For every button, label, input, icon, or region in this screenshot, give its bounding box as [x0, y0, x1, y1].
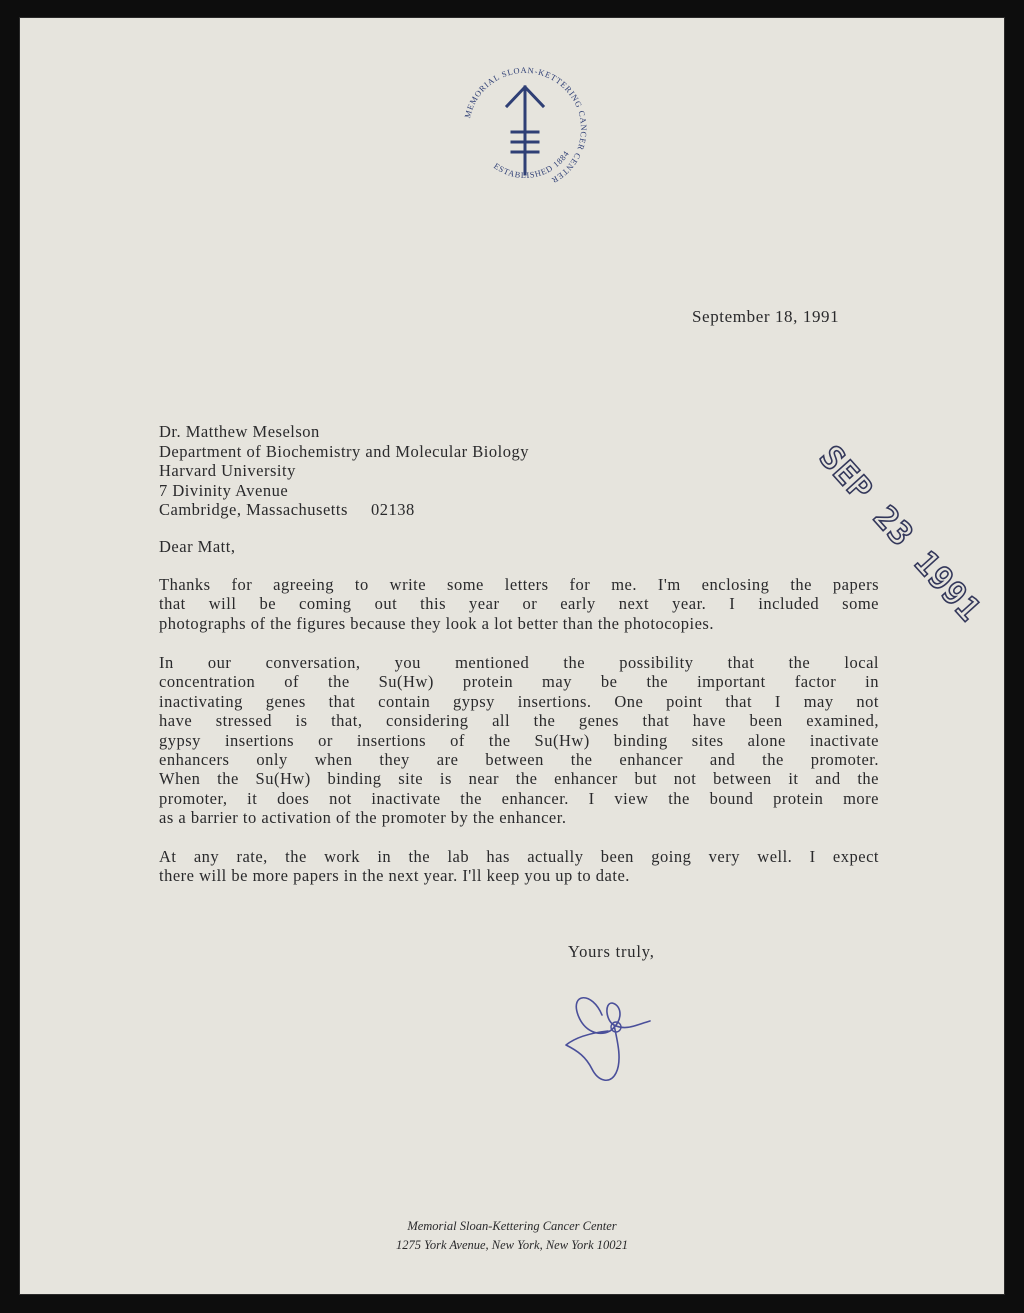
handwritten-signature [540, 973, 680, 1098]
recipient-institution: Harvard University [159, 461, 296, 481]
body-line: concentration of the Su(Hw) protein may be the important factor in [159, 672, 879, 692]
body-line: enhancers only when they are between the enhancer and the promoter. [159, 750, 879, 770]
body-paragraph-3 [159, 847, 879, 886]
footer-org: Memorial Sloan-Kettering Cancer Center [407, 1219, 617, 1233]
footer-address: 1275 York Avenue, New York, New York 10021 [395, 1238, 629, 1252]
recipient-department: Department of Biochemistry and Molecular Biology [159, 441, 529, 461]
body-line: When the Su(Hw) binding site is near the enhancer but not between it and the [159, 769, 879, 789]
body-paragraph-2 [159, 653, 879, 828]
body-line: there will be more papers in the next year. I'll keep you up to date. [159, 866, 630, 886]
body-line: inactivating genes that contain gypsy insertions. One point that I may not [159, 691, 879, 711]
salutation: Dear Matt, [159, 537, 236, 556]
recipient-city: Cambridge, Massachusetts 02138 [159, 500, 415, 520]
arrow-emblem-icon [507, 87, 543, 174]
msk-seal-logo [450, 54, 600, 204]
recipient-address [159, 422, 529, 520]
letterhead-footer [20, 1217, 1004, 1255]
recipient-street: 7 Divinity Avenue [159, 480, 289, 500]
body-line: promoter, it does not inactivate the enhancer. I view the bound protein more [159, 788, 879, 808]
body-line: At any rate, the work in the lab has actually been going very well. I expect [159, 847, 879, 866]
closing: Yours truly, [568, 942, 655, 961]
body-line: that will be coming out this year or early next year. I included some [159, 594, 879, 614]
received-date-stamp: SEP 23 1991 [811, 438, 990, 630]
body-line: photographs of the figures because they look a lot better than the photocopies. [159, 613, 714, 633]
letter-page [20, 18, 1004, 1294]
body-paragraph-1 [159, 575, 879, 633]
body-line: as a barrier to activation of the promoter by the enhancer. [159, 808, 567, 828]
recipient-name: Dr. Matthew Meselson [159, 422, 320, 441]
body-line: gypsy insertions or insertions of the Su(Hw) binding sites alone inactivate [159, 730, 879, 750]
letter-date: September 18, 1991 [692, 307, 840, 326]
seal-established-text: ESTABLISHED 1884 [492, 149, 572, 181]
body-line: In our conversation, you mentioned the possibility that the local [159, 653, 879, 672]
seal-text: MEMORIAL SLOAN-KETTERING CANCER CENTER [463, 65, 589, 185]
body-line: have stressed is that, considering all the genes that have been examined, [159, 711, 879, 731]
body-line: Thanks for agreeing to write some letters for me. I'm enclosing the papers [159, 575, 879, 594]
